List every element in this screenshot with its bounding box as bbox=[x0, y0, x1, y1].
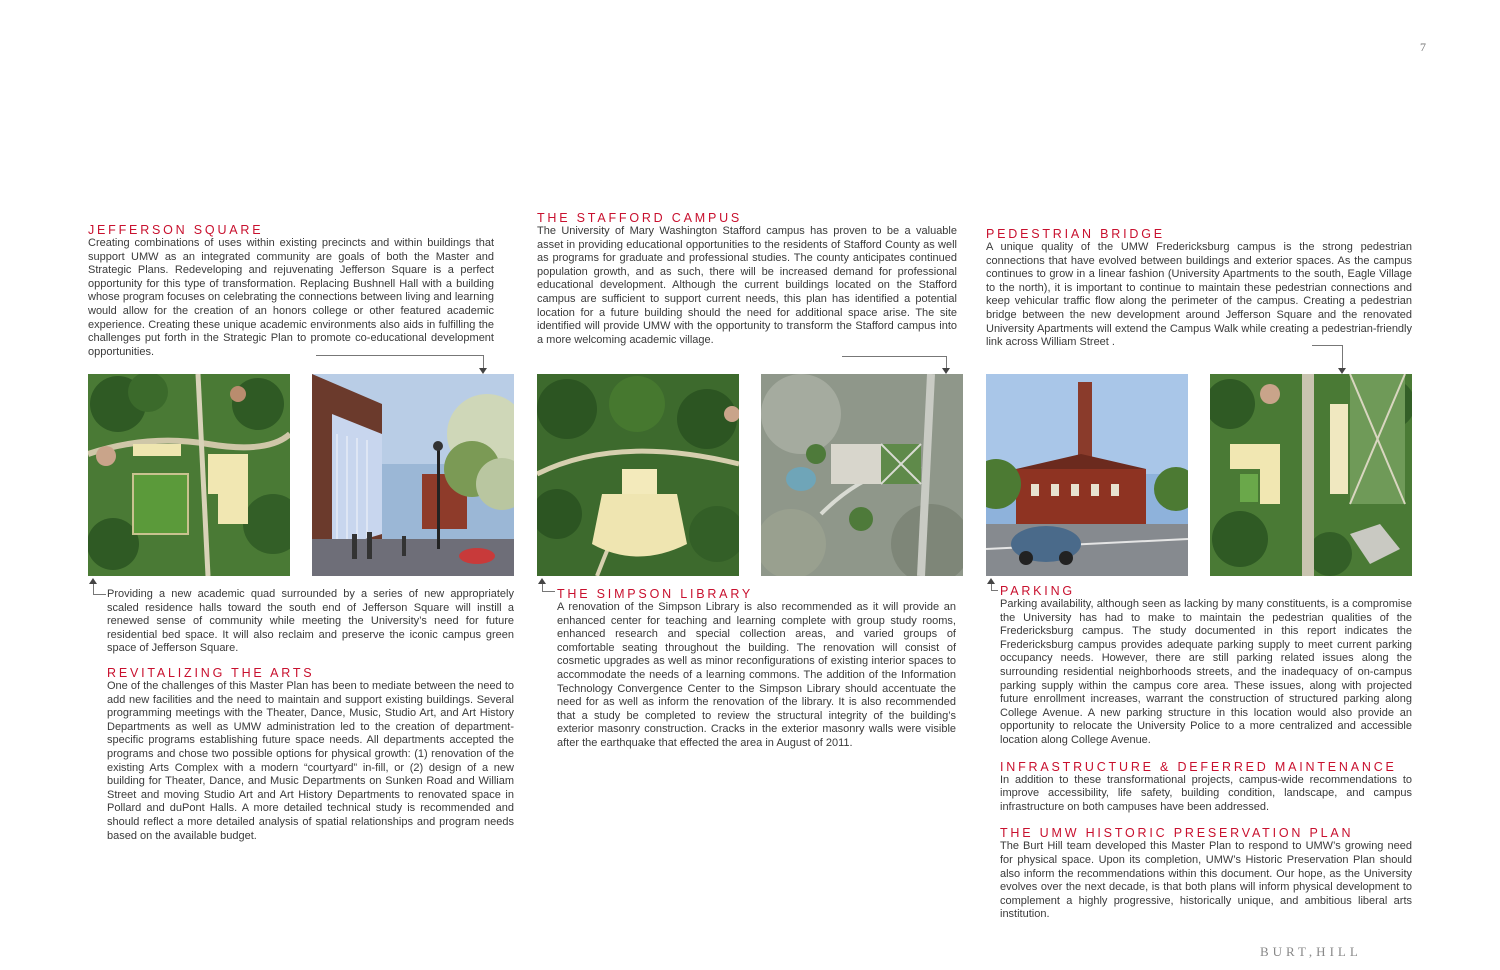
section-heading: REVITALIZING THE ARTS bbox=[107, 665, 315, 680]
section-body: A renovation of the Simpson Library is also recommended as it will provide an enhanced center for teaching and learning complete with group study rooms, enhanced research and special collection areas, and varied groups of comfortable seating throughout the building. The renovation will consist of cosmetic upgrades as well as minor reconfigurations of existing interior spaces to accommodate the needs of a learning commons. The addition of the Information Technology Convergence Center to the Simpson Library should accentuate the need for as well as inform the renovation of the library. It is also recommended that a study be completed to review the structural integrity of the building’s exterior masonry construction. Cracks in the exterior masonry walls were visible after the earthquake that effected the area in August of 2011. bbox=[557, 601, 956, 749]
jefferson-caption: Providing a new academic quad surrounded by a series of new appropriately scaled residence halls toward the south end of Jefferson Square will instill a renewed sense of community while meeting the University’s need for future residential bed space. It will also reclaim and preserve the iconic campus green space of Jefferson Square. bbox=[107, 588, 514, 655]
section-body: Creating combinations of uses within existing precincts and within buildings that support UMW as an integrated community are goals of both the Master and Strategic Plans. Redeveloping and rejuvenating Jefferson Square is a perfect opportunity for this type of transformation. Replacing Bushnell Hall with a building whose program focuses on celebrating the connections between living and learning would allow for the creation of an honors college or other featured academic experience. Creating these unique academic environments also aids in fulfilling the challenges put forth in the Strategic Plan to promote co-educational development opportunities. bbox=[88, 237, 494, 358]
section-heading: JEFFERSON SQUARE bbox=[88, 223, 264, 237]
leader-line bbox=[316, 355, 484, 369]
stafford-aerial-image bbox=[761, 374, 963, 576]
section-stafford-campus bbox=[537, 211, 957, 347]
section-heading: THE UMW HISTORIC PRESERVATION PLAN bbox=[1000, 826, 1354, 841]
section-heading: THE STAFFORD CAMPUS bbox=[537, 211, 743, 225]
section-body: In addition to these transformational projects, campus-wide recommendations to improve accessibility, life safety, building condition, landscape, and campus infrastructure on both campuses have been addressed. bbox=[1000, 773, 1412, 813]
section-heading: PARKING bbox=[1000, 584, 1075, 598]
column-lower-right bbox=[1000, 584, 1412, 922]
section-heading: PEDESTRIAN BRIDGE bbox=[986, 227, 1165, 241]
leader-line bbox=[542, 584, 555, 592]
leader-line bbox=[93, 584, 106, 595]
section-heading: THE SIMPSON LIBRARY bbox=[557, 587, 754, 601]
leader-line bbox=[991, 584, 998, 591]
burt-hill-logo: BURT,HILL bbox=[1260, 944, 1362, 959]
section-jefferson-square bbox=[88, 223, 494, 359]
section-pedestrian-bridge bbox=[986, 227, 1412, 350]
leader-line bbox=[842, 356, 947, 369]
jefferson-site-plan-image bbox=[88, 374, 290, 576]
pedestrian-building-photo-image bbox=[986, 374, 1188, 576]
section-body: One of the challenges of this Master Plan has been to mediate between the need to add new facilities and the need to maintain and support existing buildings. Several programming meetings with the Theater, Dance, Music, Studio Art, and Art History Departments as well as UMW administration led to the creation of department-specific programs establishing future space needs. All departments accepted the programs and chose two possible options for physical growth: (1) renovation of the existing Arts Complex with a modern “courtyard” in-fill, or (2) design of a new building for Theater, Dance, and Music Departments on Sunken Road and William Street and moving Studio Art and Art History Departments to renovated space in Pollard and duPont Halls. A more detailed technical study is recommended and should reflect a more detailed analysis of spatial relationships and program needs based on the available budget. bbox=[107, 679, 514, 842]
section-body: The University of Mary Washington Stafford campus has proven to be a valuable asset in providing educational opportunities to the residents of Stafford County as well as programs for graduate and professional studies. The county anticipates continued population growth, and as such, there will be increased demand for professional educational development. Although the current buildings located on the Stafford campus are sufficient to support current needs, this plan has identified a potential location for a future building should the need for additional space arise. The site identified will provide UMW with the opportunity to transform the Stafford campus into a more welcoming academic village. bbox=[537, 225, 957, 346]
jefferson-street-rendering-image bbox=[312, 374, 514, 576]
column-lower-left bbox=[107, 588, 514, 843]
section-body: A unique quality of the UMW Fredericksburg campus is the strong pedestrian connections that have evolved between buildings and exterior spaces. As the campus continues to grow in a linear fashion (University Apartments to the south, Eagle Village to the north), it is important to continue to maintain these pedestrian connections and keep vehicular traffic flow along the perimeter of the campus. Creating a pedestrian bridge between the new development around Jefferson Square and the renovated University Apartments will extend the Campus Walk while creating a pedestrian-friendly link across William Street . bbox=[986, 241, 1412, 349]
leader-line bbox=[1312, 345, 1343, 369]
page-number: 7 bbox=[1420, 40, 1426, 54]
section-body: Parking availability, although seen as lacking by many constituents, is a compromise the University has had to make to maintain the pedestrian qualities of the Fredericksburg campus. The study documented in this report indicates the Fredericksburg campus provides adequate parking supply to meet current parking occupancy needs. However, there are still parking related issues along the surrounding residential neighborhoods streets, and the inadequacy of on-campus parking supply within the campus core area. These issues, along with projected future enrollment increases, warrant the construction of structured parking along College Avenue. A new parking structure in this location would also provide an opportunity to relocate the University Police to a more centralized and accessible location along College Avenue. bbox=[1000, 598, 1412, 746]
section-simpson-library bbox=[557, 587, 956, 751]
simpson-site-plan-image bbox=[537, 374, 739, 576]
pedestrian-site-plan-image bbox=[1210, 374, 1412, 576]
section-heading: INFRASTRUCTURE & DEFERRED MAINTENANCE bbox=[1000, 759, 1397, 774]
section-body: The Burt Hill team developed this Master Plan to respond to UMW’s growing need for physical space. Upon its completion, UMW’s Historic Preservation Plan should also inform the recommendations within this document. Our hope, as the University evolves over the next decade, is that both plans will inform physical development to complement a highly progressive, historically unique, and ambitious liberal arts institution. bbox=[1000, 840, 1412, 921]
